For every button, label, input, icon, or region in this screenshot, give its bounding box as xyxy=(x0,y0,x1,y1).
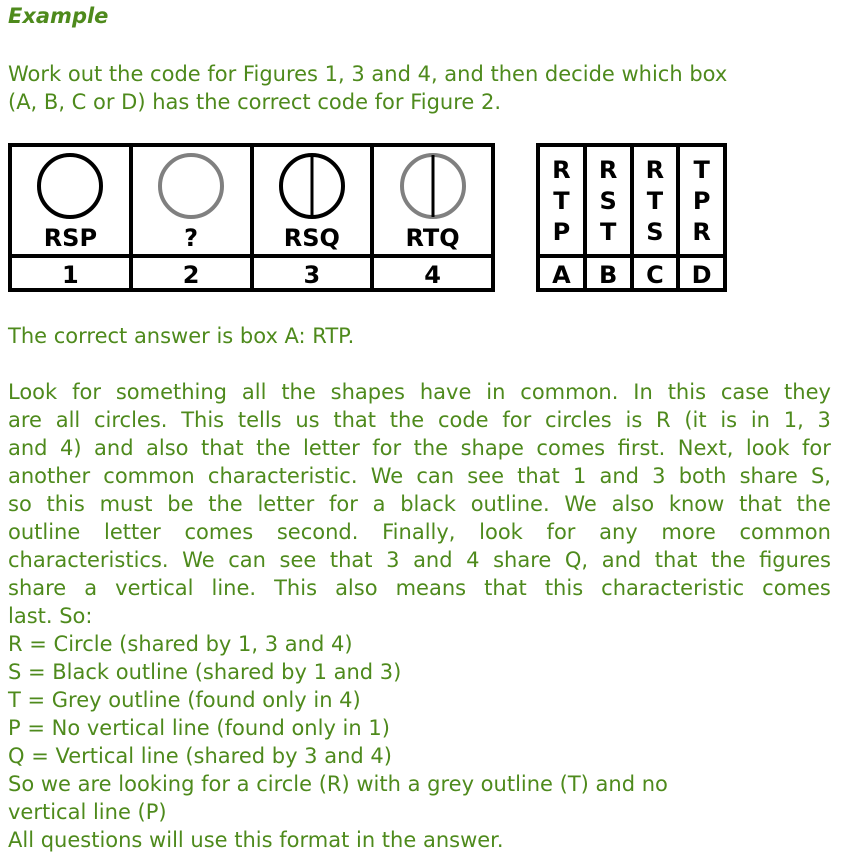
explanation-line: last. So: xyxy=(8,604,93,628)
option-letter: T xyxy=(599,218,617,246)
explanation-line: R = Circle (shared by 1, 3 and 4) xyxy=(8,632,353,656)
figure-code: ? xyxy=(184,224,199,252)
option-letter: S xyxy=(646,218,664,246)
option-letter: T xyxy=(553,187,570,215)
option-label: A xyxy=(540,258,587,292)
explanation-line: so this must be the letter for a black outline. We also know that the xyxy=(8,492,831,516)
option-label: D xyxy=(691,261,712,289)
explanation-line: share a vertical line. This also means that this characteristic comes xyxy=(8,576,831,600)
option-letter: T xyxy=(646,187,664,215)
figure-code: RTQ xyxy=(405,224,460,252)
figure-cells xyxy=(12,147,491,254)
option-labels xyxy=(540,254,723,292)
explanation-line: P = No vertical line (found only in 1) xyxy=(8,716,390,740)
explanation-line: Q = Vertical line (shared by 3 and 4) xyxy=(8,744,392,768)
figure-number: 4 xyxy=(424,261,441,289)
option-letter: R xyxy=(598,156,618,184)
figures-table xyxy=(8,143,495,292)
intro-line: Work out the code for Figures 1, 3 and 4, and then decide which box xyxy=(8,62,728,86)
circle-outline xyxy=(160,155,222,217)
circle-figure xyxy=(35,151,105,221)
explanation-line: another common characteristic. We can see that 1 and 3 both share S, xyxy=(8,464,831,488)
explanation-line: S = Black outline (shared by 1 and 3) xyxy=(8,660,402,684)
option-code xyxy=(634,147,681,254)
explanation xyxy=(8,378,831,854)
explanation-line: So we are looking for a circle (R) with a grey outline (T) and no xyxy=(8,772,668,796)
circle-outline xyxy=(39,155,101,217)
explanation-line: vertical line (P) xyxy=(8,800,167,824)
option-letter: R xyxy=(552,156,571,184)
circle-figure xyxy=(277,151,347,221)
option-code xyxy=(680,147,723,254)
option-code xyxy=(587,147,634,254)
explanation-line: T = Grey outline (found only in 4) xyxy=(8,688,361,712)
figure-number: 1 xyxy=(12,258,133,292)
circle-figure xyxy=(156,151,226,221)
explanation-line: outline letter comes second. Finally, look for any more common xyxy=(8,520,831,544)
correct-answer: The correct answer is box A: RTP. xyxy=(8,324,355,348)
explanation-line: characteristics. We can see that 3 and 4 share Q, and that the figures xyxy=(8,548,831,572)
figure-cell xyxy=(374,147,491,254)
option-cells xyxy=(540,147,723,254)
figure-numbers xyxy=(12,254,491,292)
figure-cell xyxy=(254,147,375,254)
example-heading: Example xyxy=(8,4,109,28)
option-code xyxy=(540,147,587,254)
option-letter: T xyxy=(693,156,710,184)
option-letter: R xyxy=(692,218,711,246)
explanation-line: Look for something all the shapes have in common. In this case they xyxy=(8,380,831,404)
option-letter: R xyxy=(645,156,665,184)
intro-text xyxy=(8,60,836,116)
figure-number: 3 xyxy=(254,258,375,292)
figure-code: RSP xyxy=(43,224,98,252)
option-letter: P xyxy=(552,218,571,246)
intro-line: (A, B, C or D) has the correct code for Figure 2. xyxy=(8,90,502,114)
option-label: C xyxy=(634,258,681,292)
figure-cell xyxy=(12,147,133,254)
option-label: B xyxy=(587,258,634,292)
figure-cell xyxy=(133,147,254,254)
option-letter: S xyxy=(599,187,617,215)
explanation-line: All questions will use this format in the answer. xyxy=(8,828,504,852)
answer-options-table xyxy=(536,143,727,292)
option-letter: P xyxy=(692,187,711,215)
figure-number: 2 xyxy=(133,258,254,292)
explanation-line: are all circles. This tells us that the code for circles is R (it is in 1, 3 xyxy=(8,408,831,432)
figure-code: RSQ xyxy=(283,224,340,252)
explanation-line: and 4) and also that the letter for the shape comes first. Next, look for xyxy=(8,436,831,460)
circle-figure xyxy=(398,151,468,221)
